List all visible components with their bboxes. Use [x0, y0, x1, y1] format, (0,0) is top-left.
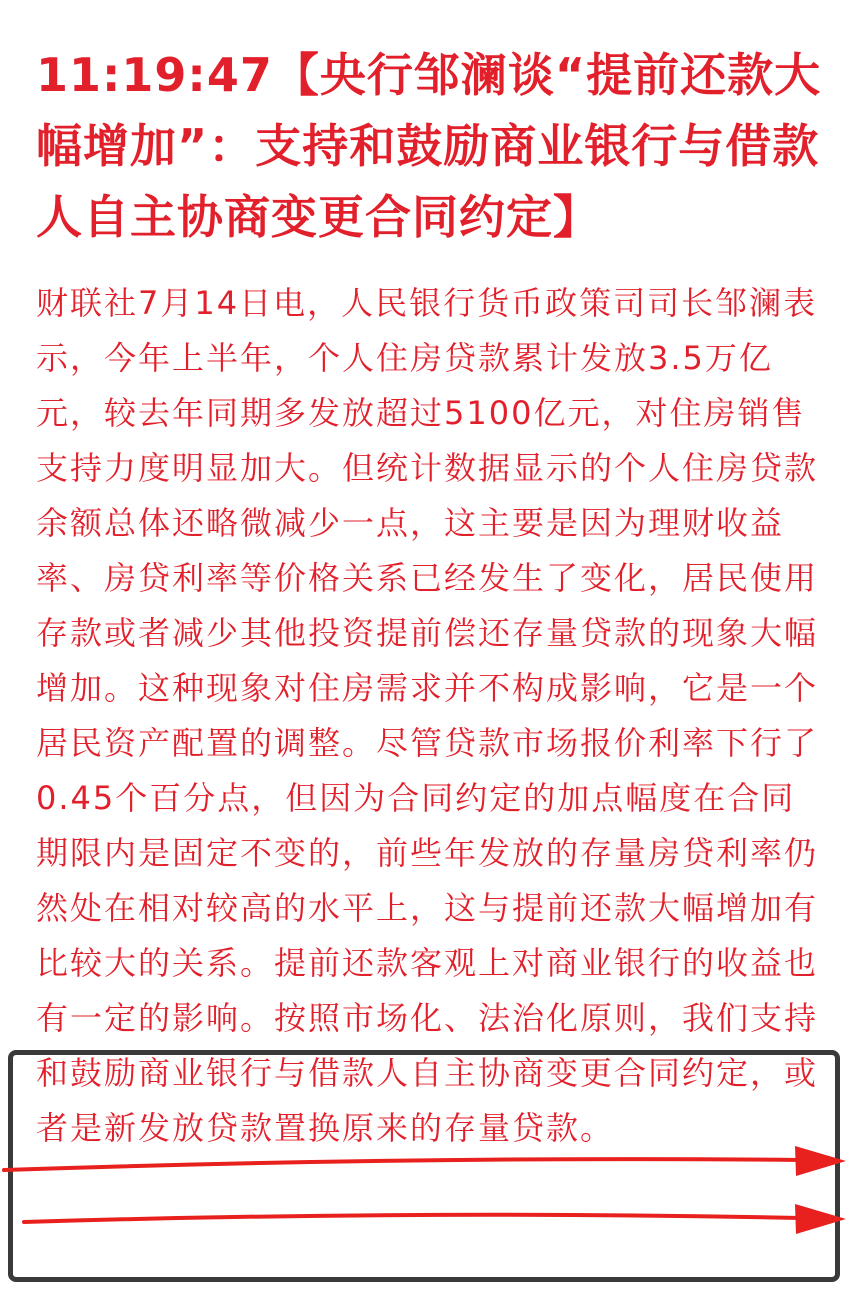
arrow-right-icon: [0, 1198, 850, 1238]
article-body: 财联社7月14日电，人民银行货币政策司司长邹澜表示，今年上半年，个人住房贷款累计发放3.5万亿元，较去年同期多发放超过5100亿元，对住房销售支持力度明显加大。但统计数据显示的个人住房贷款余额总体还略微减少一点，这主要是因为理财收益率、房贷利率等价格关系已经发生了变化，居民使用存款或者减少其他投资提前偿还存量贷款的现象大幅增加。这种现象对住房需求并不构成影响，它是一个居民资产配置的调整。尽管贷款市场报价利率下行了0.45个百分点，但因为合同约定的加点幅度在合同期限内是固定不变的，前些年发放的存量房贷利率仍然处在相对较高的水平上，这与提前还款大幅增加有比较大的关系。提前还款客观上对商业银行的收益也有一定的影响。按照市场化、法治化原则，我们支持和鼓励商业银行与借款人自主协商变更合同约定，或者是新发放贷款置换原来的存量贷款。: [36, 284, 819, 1147]
article-headline: 11:19:47【央行邹澜谈“提前还款大幅增加”：支持和鼓励商业银行与借款人自主协商变更合同约定】: [36, 48, 822, 244]
